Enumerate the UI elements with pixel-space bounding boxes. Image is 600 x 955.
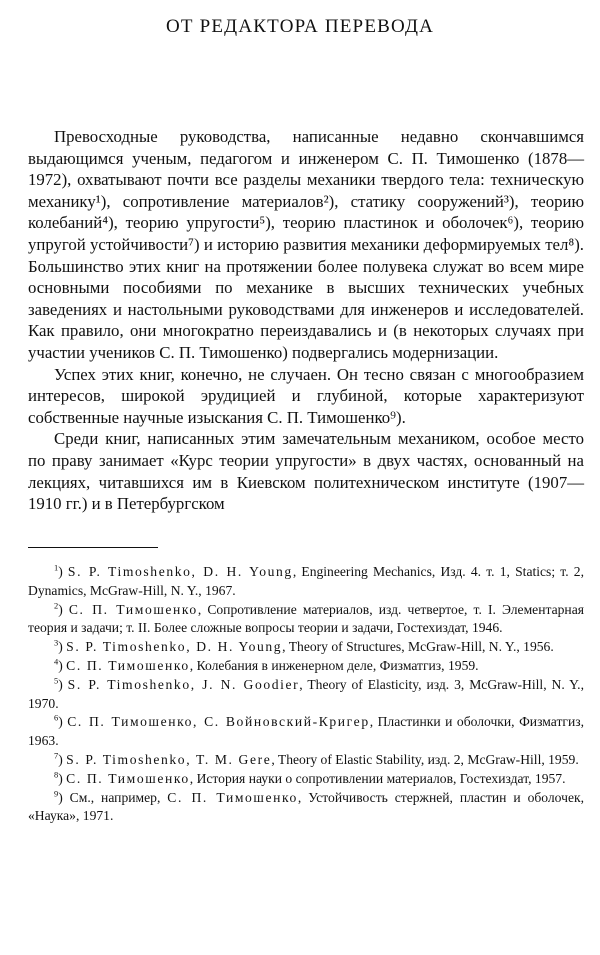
footnote-authors: S. P. Timoshenko, D. H. Young bbox=[66, 639, 283, 655]
footnote-authors: С. П. Тимошенко bbox=[68, 601, 198, 617]
footnote-authors: С. П. Тимошенко bbox=[66, 657, 190, 673]
footnote-6: $^6$) С. П. Тимошенко, С. Войновский-Кригер, Пластинки и оболочки, Физматгиз, 1963. bbox=[28, 712, 585, 749]
footnote-text: , Колебания в инженерном деле, Физматгиз, 1959. bbox=[189, 657, 479, 673]
footnote-text: , Устойчивость стержней, пластин и оболочек, «Наука», 1971. bbox=[28, 789, 584, 824]
main-text bbox=[28, 126, 584, 515]
footnote-number: 4 bbox=[54, 656, 59, 667]
footnote-9: $^9$) См., например, С. П. Тимошенко, Устойчивость стержней, пластин и оболочек, «Наука», 1971. bbox=[28, 788, 584, 824]
paragraph-2: Успех этих книг, конечно, не случаен. Он тесно связан с многообразием интересов, широкой эрудицией и глубиной, которые характеризуют собственные научные изыскания С. П. Тимошенко⁹). bbox=[28, 364, 584, 427]
footnote-text: , Engineering Mechanics, Изд. 4. т. 1, Statics; т. 2, Dynamics, McGraw-Hill, N. Y., 1967. bbox=[28, 564, 584, 598]
footnote-3: $^3$) S. P. Timoshenko, D. H. Young, Theory of Structures, McGraw-Hill, N. Y., 1956. bbox=[54, 637, 554, 655]
footnote-number: 5 bbox=[54, 675, 59, 686]
footnote-authors: S. P. Timoshenko, T. M. Gere bbox=[66, 751, 272, 767]
footnote-number: 1 bbox=[54, 562, 59, 573]
footnote-text: , История науки о сопротивлении материалов, Гостехиздат, 1957. bbox=[189, 770, 566, 786]
footnote-text: , Сопротивление материалов, изд. четвертое, т. I. Элементарная теория и задачи; т. II. Более сложные вопросы теории и задачи, Гостехиздат, 1946. bbox=[28, 601, 584, 636]
footnote-1: $^1$) S. P. Timoshenko, D. H. Young, Engineering Mechanics, Изд. 4. т. 1, Statics; т. 2, Dynamics, McGraw-Hill, N. Y., 1967. bbox=[28, 562, 584, 598]
footnote-2: $^2$) С. П. Тимошенко, Сопротивление материалов, изд. четвертое, т. I. Элементарная теория и задачи; т. II. Более сложные вопросы теории и задачи, Гостехиздат, 1946. bbox=[28, 600, 584, 636]
footnote-number: 7 bbox=[54, 750, 59, 761]
footnote-number: 6 bbox=[54, 712, 59, 723]
footnote-authors: С. П. Тимошенко bbox=[167, 789, 298, 805]
footnote-authors: С. П. Тимошенко, С. Войновский-Кригер bbox=[67, 714, 370, 730]
footnote-text: , Theory of Structures, McGraw-Hill, N. Y., 1956. bbox=[282, 639, 554, 655]
footnotes bbox=[28, 563, 584, 826]
footnote-8: $^8$) С. П. Тимошенко, История науки о сопротивлении материалов, Гостехиздат, 1957. bbox=[54, 769, 566, 786]
footnote-text: , Theory of Elastic Stability, изд. 2, McGraw-Hill, 1959. bbox=[271, 751, 579, 767]
footnote-number: 2 bbox=[54, 600, 59, 611]
page-title: ОТ РЕДАКТОРА ПЕРЕВОДА bbox=[165, 16, 435, 37]
footnote-4: $^4$) С. П. Тимошенко, Колебания в инженерном деле, Физматгиз, 1959. bbox=[54, 656, 479, 673]
footnote-authors: С. П. Тимошенко bbox=[66, 770, 190, 786]
footnote-number: 3 bbox=[54, 637, 59, 648]
footnote-5: $^5$) S. P. Timoshenko, J. N. Goodier, Theory of Elasticity, изд. 3, McGraw-Hill, N. Y., 1970. bbox=[28, 675, 584, 711]
footnote-number: 8 bbox=[54, 769, 59, 780]
footnote-text: , Theory of Elasticity, изд. 3, McGraw-Hill, N. Y., 1970. bbox=[28, 676, 584, 711]
paragraph-3: Среди книг, написанных этим замечательным механиком, особое место по праву занимает «Курс теории упругости» в двух частях, основанный на лекциях, читавшихся им в Киевском политехническом институте (1907—1910 гг.) и в Петербургском bbox=[28, 429, 584, 514]
footnote-prefix: См., например, bbox=[69, 789, 168, 805]
footnote-number: 9 bbox=[54, 788, 59, 799]
footnote-authors: S. P. Timoshenko, D. H. Young bbox=[67, 564, 293, 579]
footnote-divider bbox=[28, 547, 158, 548]
paragraph-1: Превосходные руководства, написанные недавно скончавшимся выдающимся ученым, педагогом и инженером С. П. Тимошенко (1878—1972), охватывают почти все разделы механики твердого тела: техническую механику¹), сопротивление материалов²), статику сооружений³), теорию колебаний⁴), теорию упругости⁵), теорию пластинок и оболочек⁶), теорию упругой устойчивости⁷) и историю развития механики деформируемых тел⁸). Большинство этих книг на протяжении более полувека служат во всем мире основными пособиями по механике в высших технических учебных заведениях и настольными руководствами для инженеров и исследователей. Как правило, они многократно переиздавались и (в некоторых случаях при участии учеников С. П. Тимошенко) подвергались модернизации. bbox=[28, 127, 584, 362]
footnote-7: $^7$) S. P. Timoshenko, T. M. Gere, Theory of Elastic Stability, изд. 2, McGraw-Hill, 1959. bbox=[54, 750, 579, 767]
footnote-authors: S. P. Timoshenko, J. N. Goodier bbox=[67, 676, 300, 692]
footnote-text: , Пластинки и оболочки, Физматгиз, 1963. bbox=[28, 714, 585, 749]
